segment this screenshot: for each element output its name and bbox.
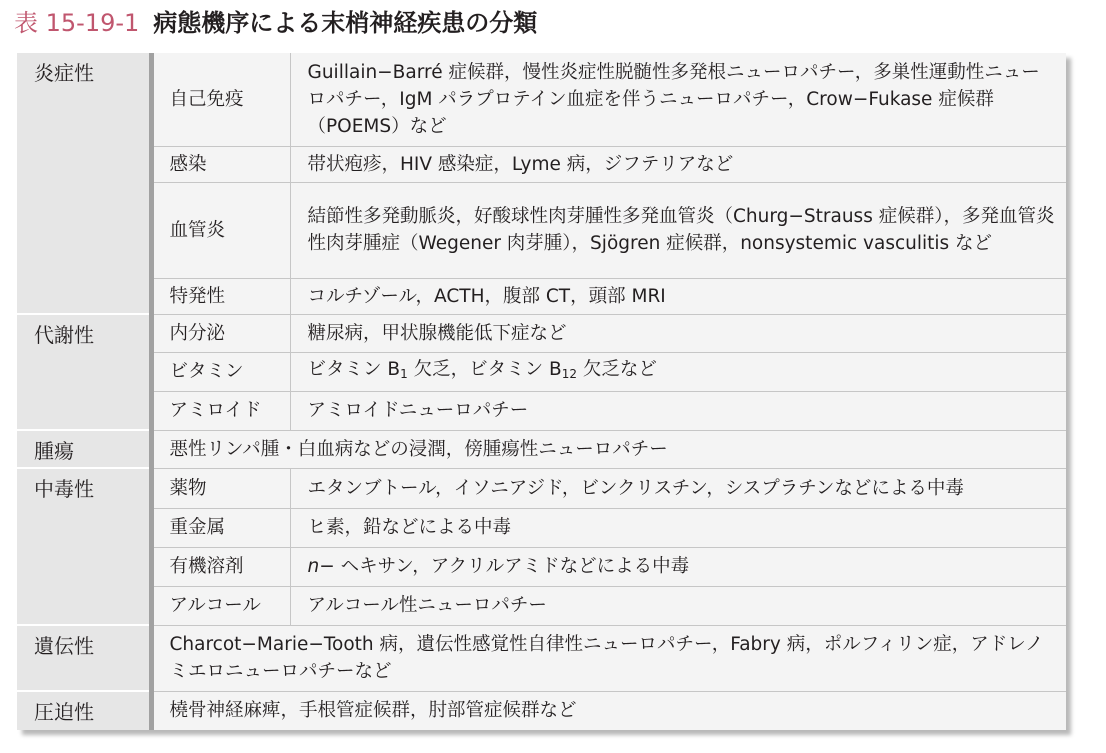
subcategory-drugs: 薬物: [151, 468, 290, 508]
table-row: [17, 586, 1066, 625]
subcategory-autoimmune: 自己免疫: [151, 53, 290, 146]
table-number: 表 15-19-1: [14, 9, 140, 37]
subcategory-endocrine: 内分泌: [151, 314, 290, 352]
table-row: [17, 391, 1066, 430]
table-row: [17, 53, 1066, 146]
category-compression: 圧迫性: [17, 691, 151, 730]
description-drugs: エタンブトール，イソニアジド，ビンクリスチン，シスプラチンなどによる中毒: [290, 468, 1066, 508]
classification-table: [17, 53, 1066, 730]
classification-table-wrapper: [17, 53, 1066, 730]
table-row: [17, 547, 1066, 586]
description-infection: 帯状疱疹，HIV 感染症，Lyme 病，ジフテリアなど: [290, 146, 1066, 182]
table-caption: 病態機序による末梢神経疾患の分類: [153, 9, 538, 37]
description-amyloid: アミロイドニューロパチー: [290, 391, 1066, 430]
description-endocrine: 糖尿病，甲状腺機能低下症など: [290, 314, 1066, 352]
subcategory-organic-solvent: 有機溶剤: [151, 547, 290, 586]
description-organic-solvent: n− ヘキサン，アクリルアミドなどによる中毒: [290, 547, 1066, 586]
subcategory-alcohol: アルコール: [151, 586, 290, 625]
table-title: [14, 6, 537, 40]
description-alcohol: アルコール性ニューロパチー: [290, 586, 1066, 625]
table-row: [17, 352, 1066, 391]
description-heavy-metal: ヒ素，鉛などによる中毒: [290, 508, 1066, 547]
description-autoimmune: Guillain−Barré 症候群，慢性炎症性脱髄性多発根ニューロパチー，多巣性運動性ニューロパチー，IgM パラプロテイン血症を伴うニューロパチー，Crow−Fukase 症候群（POEMS）など: [290, 53, 1066, 146]
category-toxic: 中毒性: [17, 468, 151, 625]
subcategory-vitamin: ビタミン: [151, 352, 290, 391]
description-hereditary: Charcot−Marie−Tooth 病，遺伝性感覚性自律性ニューロパチー，Fabry 病，ポルフィリン症，アドレノミエロニューロパチーなど: [151, 625, 1066, 691]
table-row: [17, 182, 1066, 278]
description-vasculitis: 結節性多発動脈炎，好酸球性肉芽腫性多発血管炎（Churg−Strauss 症候群），多発血管炎性肉芽腫症（Wegener 肉芽腫），Sjögren 症候群，nonsystemic vasculitis など: [290, 182, 1066, 278]
table-row: [17, 278, 1066, 314]
table-row: [17, 146, 1066, 182]
category-metabolic: 代謝性: [17, 314, 151, 430]
table-row: [17, 468, 1066, 508]
table-row: [17, 625, 1066, 691]
table-row: [17, 430, 1066, 468]
table-row: [17, 508, 1066, 547]
subcategory-amyloid: アミロイド: [151, 391, 290, 430]
description-vitamin: ビタミン $B_1$ 欠乏，ビタミン $B_{12}$ 欠乏など: [290, 352, 1066, 391]
description-tumor: 悪性リンパ腫・白血病などの浸潤，傍腫瘍性ニューロパチー: [151, 430, 1066, 468]
subcategory-idiopathic: 特発性: [151, 278, 290, 314]
category-tumor: 腫瘍: [17, 430, 151, 468]
description-idiopathic: コルチゾール，ACTH，腹部 CT，頭部 MRI: [290, 278, 1066, 314]
description-compression: 橈骨神経麻痺，手根管症候群，肘部管症候群など: [151, 691, 1066, 730]
subcategory-heavy-metal: 重金属: [151, 508, 290, 547]
table-row: [17, 314, 1066, 352]
category-inflammatory: 炎症性: [17, 53, 151, 314]
subcategory-infection: 感染: [151, 146, 290, 182]
category-hereditary: 遺伝性: [17, 625, 151, 691]
subcategory-vasculitis: 血管炎: [151, 182, 290, 278]
table-row: [17, 691, 1066, 730]
